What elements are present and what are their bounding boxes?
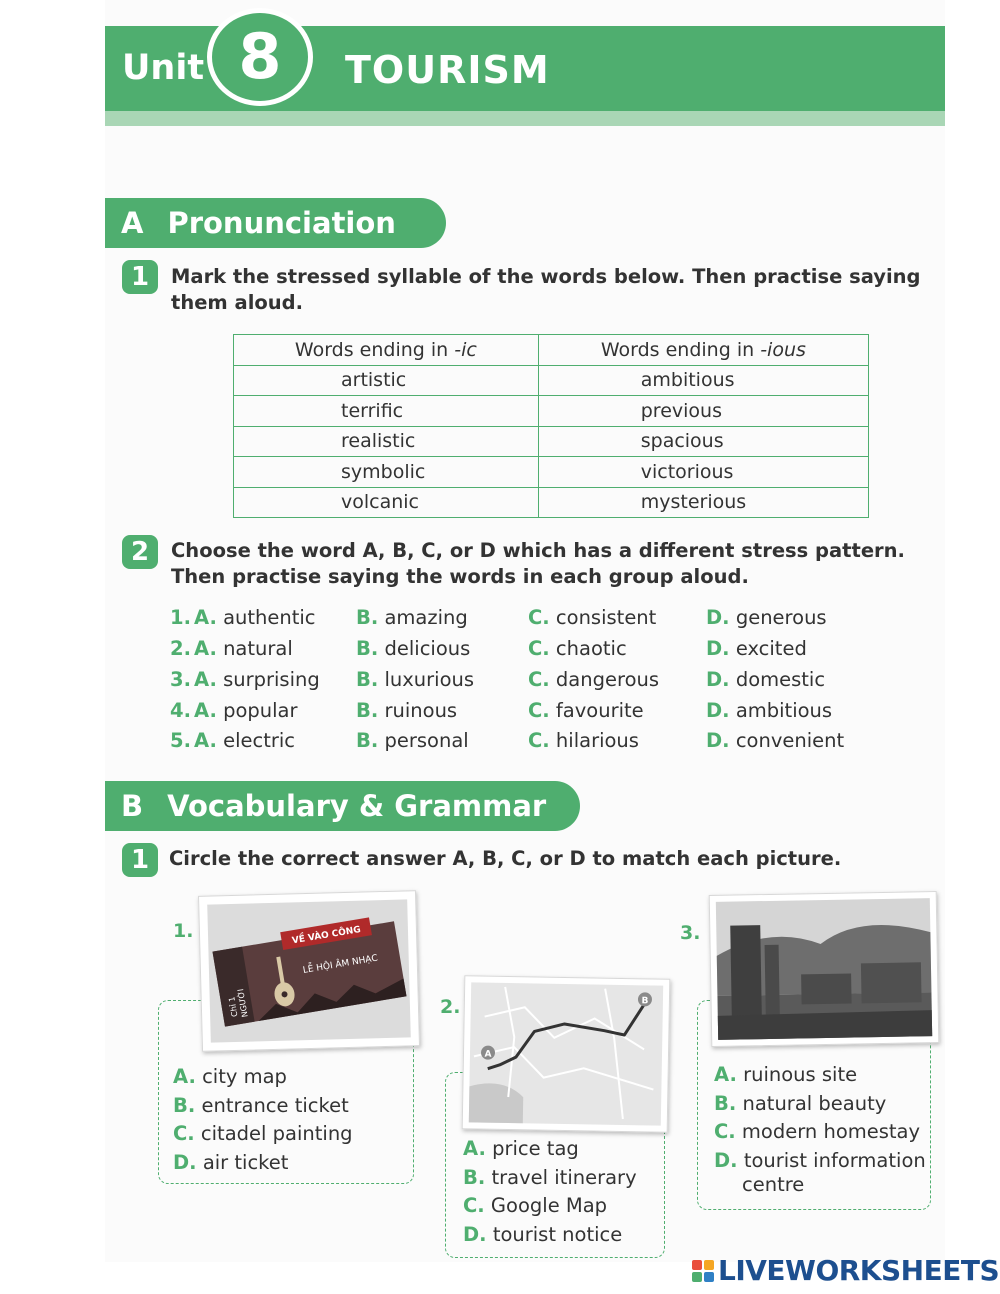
- word-cell[interactable]: terrific: [234, 396, 539, 427]
- option-b[interactable]: [356, 729, 469, 752]
- instruction-line: them aloud.: [171, 291, 304, 314]
- header-text: Words ending in: [294, 338, 455, 361]
- option-text: chaotic: [555, 637, 627, 660]
- word-cell[interactable]: artistic: [234, 365, 539, 396]
- question-row: [170, 699, 870, 727]
- unit-title: TOURISM: [345, 48, 550, 92]
- unit-word: Unit: [122, 48, 205, 88]
- option-label: C.: [528, 668, 550, 691]
- option-label: C.: [528, 637, 550, 660]
- option-label: A.: [194, 668, 217, 691]
- section-title: Pronunciation: [167, 206, 396, 240]
- option-d[interactable]: [706, 606, 827, 629]
- option-label: B.: [173, 1093, 196, 1117]
- option-label: A.: [194, 729, 217, 752]
- option-label: D.: [463, 1222, 487, 1246]
- question-number: 4.: [170, 699, 191, 722]
- exercise-number-badge: 1: [122, 260, 158, 294]
- option-d[interactable]: [714, 1147, 926, 1176]
- option-d[interactable]: [706, 668, 825, 691]
- question-number: 1.: [170, 606, 191, 629]
- picture-2-options: [463, 1135, 637, 1249]
- section-a-header: [105, 198, 446, 248]
- question-row: [170, 668, 870, 696]
- option-text: Google Map: [490, 1194, 608, 1217]
- map-image: [463, 976, 670, 1132]
- option-label: C.: [528, 729, 550, 752]
- option-text: personal: [384, 729, 469, 752]
- option-text: delicious: [384, 637, 471, 660]
- option-d[interactable]: [706, 637, 807, 660]
- option-b[interactable]: [356, 606, 468, 629]
- option-text: generous: [735, 606, 827, 629]
- option-d[interactable]: [173, 1149, 353, 1178]
- option-text: tourist notice: [492, 1222, 623, 1246]
- option-label: D.: [706, 699, 730, 722]
- option-b[interactable]: [714, 1090, 926, 1119]
- option-label: D.: [706, 729, 730, 752]
- option-label: A.: [173, 1065, 196, 1088]
- option-label: B.: [356, 699, 379, 722]
- option-label: C.: [528, 699, 550, 722]
- option-label: D.: [706, 668, 730, 691]
- option-c[interactable]: [463, 1192, 637, 1221]
- option-text: popular: [223, 699, 298, 722]
- option-label: D.: [706, 637, 730, 660]
- ticket-photo: [198, 890, 420, 1052]
- exercise-number-badge: 1: [122, 843, 158, 877]
- section-letter: B: [121, 789, 144, 823]
- exercise-instruction: [171, 538, 905, 590]
- ticket-banner-text: VỀ VÀO CÔNG: [291, 924, 362, 947]
- option-a[interactable]: [194, 699, 298, 722]
- section-letter: A: [121, 206, 144, 240]
- option-c[interactable]: [528, 729, 639, 752]
- word-cell[interactable]: mysterious: [538, 487, 868, 518]
- question-number: 3.: [170, 668, 191, 691]
- ticket-side-text: Chỉ 1: [227, 995, 240, 1018]
- option-text: ambitious: [735, 699, 833, 722]
- section-b-header: [105, 781, 580, 831]
- map-photo: [462, 975, 671, 1133]
- ticket-image: [199, 891, 419, 1051]
- instruction-line: Choose the word A, B, C, or D which has a different stress pattern.: [171, 539, 905, 562]
- option-text: favourite: [555, 699, 644, 722]
- stress-words-table: [233, 334, 869, 518]
- logo-mark-icon: [692, 1260, 714, 1282]
- option-label: C.: [528, 606, 550, 629]
- option-c[interactable]: [173, 1120, 353, 1149]
- option-d-continued: centre: [742, 1173, 805, 1196]
- option-text: convenient: [735, 729, 845, 752]
- option-a[interactable]: [194, 637, 293, 660]
- option-label: D.: [173, 1150, 197, 1174]
- question-row: [170, 729, 870, 757]
- word-cell[interactable]: symbolic: [234, 457, 539, 488]
- unit-banner-strip: [105, 111, 945, 126]
- question-number: 5.: [170, 729, 191, 752]
- option-c[interactable]: [528, 699, 644, 722]
- option-text: citadel painting: [200, 1122, 353, 1145]
- option-text: tourist information: [743, 1148, 926, 1172]
- question-number: 2.: [170, 637, 191, 660]
- option-label: A.: [194, 637, 217, 660]
- option-label: D.: [714, 1148, 738, 1172]
- option-label: B.: [463, 1165, 486, 1189]
- word-cell[interactable]: victorious: [538, 457, 868, 488]
- option-label: B.: [714, 1091, 737, 1115]
- map-pin-a: A: [484, 1049, 492, 1060]
- option-c[interactable]: [528, 668, 659, 691]
- map-pin-b: B: [641, 996, 649, 1007]
- unit-number-badge: [207, 8, 313, 106]
- option-text: amazing: [384, 606, 468, 629]
- section-title: Vocabulary & Grammar: [167, 789, 547, 823]
- option-text: surprising: [223, 668, 320, 691]
- ruins-photo: [709, 891, 940, 1047]
- picture-1-options: [173, 1063, 353, 1177]
- option-text: dangerous: [555, 668, 660, 691]
- option-c[interactable]: [528, 637, 627, 660]
- option-d[interactable]: [706, 729, 844, 752]
- option-b[interactable]: [173, 1092, 353, 1121]
- liveworksheets-logo: [692, 1254, 999, 1287]
- table-row: [234, 365, 869, 396]
- word-cell[interactable]: ambitious: [538, 365, 868, 396]
- exercise-instruction: Circle the correct answer A, B, C, or D to match each picture.: [169, 847, 842, 870]
- option-d[interactable]: [706, 699, 832, 722]
- option-a[interactable]: [714, 1061, 926, 1090]
- header-suffix: -ic: [454, 338, 477, 361]
- header-suffix: -ious: [760, 338, 806, 361]
- option-label: C.: [714, 1120, 736, 1143]
- option-label: C.: [173, 1122, 195, 1145]
- option-text: ruinous site: [743, 1063, 858, 1086]
- option-label: B.: [356, 729, 379, 752]
- logo-text: LIVEWORKSHEETS: [718, 1254, 1000, 1287]
- ticket-sub-text: LỄ HỘI ÂM NHẠC: [302, 953, 379, 976]
- option-label: A.: [194, 606, 217, 629]
- picture-number: 1.: [173, 920, 194, 942]
- table-row: [234, 396, 869, 427]
- option-label: A.: [714, 1063, 737, 1086]
- picture-number: 3.: [680, 922, 701, 944]
- option-text: ruinous: [384, 699, 458, 722]
- word-cell[interactable]: realistic: [234, 426, 539, 457]
- table-row: [234, 426, 869, 457]
- instruction-line: Mark the stressed syllable of the words below. Then practise saying: [171, 265, 921, 288]
- option-b[interactable]: [356, 637, 470, 660]
- question-row: [170, 606, 870, 634]
- option-c[interactable]: [714, 1118, 926, 1147]
- ticket-side-text: NGƯỜI: [236, 988, 250, 1018]
- option-text: natural: [223, 637, 293, 660]
- picture-3-options: [714, 1061, 926, 1195]
- unit-number: 8: [238, 20, 282, 93]
- picture-number: 2.: [440, 996, 461, 1018]
- option-text: price tag: [492, 1137, 579, 1160]
- option-a[interactable]: [463, 1135, 637, 1164]
- option-label: D.: [706, 606, 730, 629]
- option-label: A.: [463, 1137, 486, 1160]
- option-d[interactable]: [463, 1221, 637, 1250]
- option-label: B.: [356, 637, 379, 660]
- exercise-number-badge: 2: [122, 535, 158, 569]
- option-text: city map: [202, 1065, 287, 1088]
- exercise-instruction: [171, 264, 921, 316]
- option-a[interactable]: [194, 668, 320, 691]
- option-label: B.: [356, 606, 379, 629]
- option-text: hilarious: [555, 729, 639, 752]
- option-a[interactable]: [173, 1063, 353, 1092]
- ruins-image: [710, 892, 939, 1046]
- word-cell[interactable]: spacious: [538, 426, 868, 457]
- option-text: luxurious: [384, 668, 475, 691]
- option-b[interactable]: [356, 699, 457, 722]
- table-row: [234, 487, 869, 518]
- option-c[interactable]: [528, 606, 656, 629]
- option-text: excited: [735, 637, 807, 660]
- word-cell[interactable]: previous: [538, 396, 868, 427]
- table-header-ious: [538, 335, 868, 366]
- option-text: entrance ticket: [201, 1093, 349, 1117]
- option-text: domestic: [735, 668, 826, 691]
- option-label: B.: [356, 668, 379, 691]
- word-cell[interactable]: volcanic: [234, 487, 539, 518]
- option-b[interactable]: [463, 1164, 637, 1193]
- option-text: electric: [223, 729, 296, 752]
- option-text: natural beauty: [742, 1091, 887, 1115]
- option-b[interactable]: [356, 668, 474, 691]
- option-text: modern homestay: [741, 1120, 921, 1143]
- option-text: travel itinerary: [491, 1165, 637, 1189]
- table-header-ic: [234, 335, 539, 366]
- option-text: air ticket: [202, 1150, 289, 1174]
- option-a[interactable]: [194, 606, 316, 629]
- option-label: C.: [463, 1194, 485, 1217]
- option-a[interactable]: [194, 729, 295, 752]
- option-label: A.: [194, 699, 217, 722]
- instruction-line: Then practise saying the words in each group aloud.: [171, 565, 749, 588]
- option-text: consistent: [555, 606, 657, 629]
- option-text: authentic: [223, 606, 316, 629]
- question-row: [170, 637, 870, 665]
- table-row: [234, 457, 869, 488]
- table-header-row: [234, 335, 869, 366]
- header-text: Words ending in: [600, 338, 761, 361]
